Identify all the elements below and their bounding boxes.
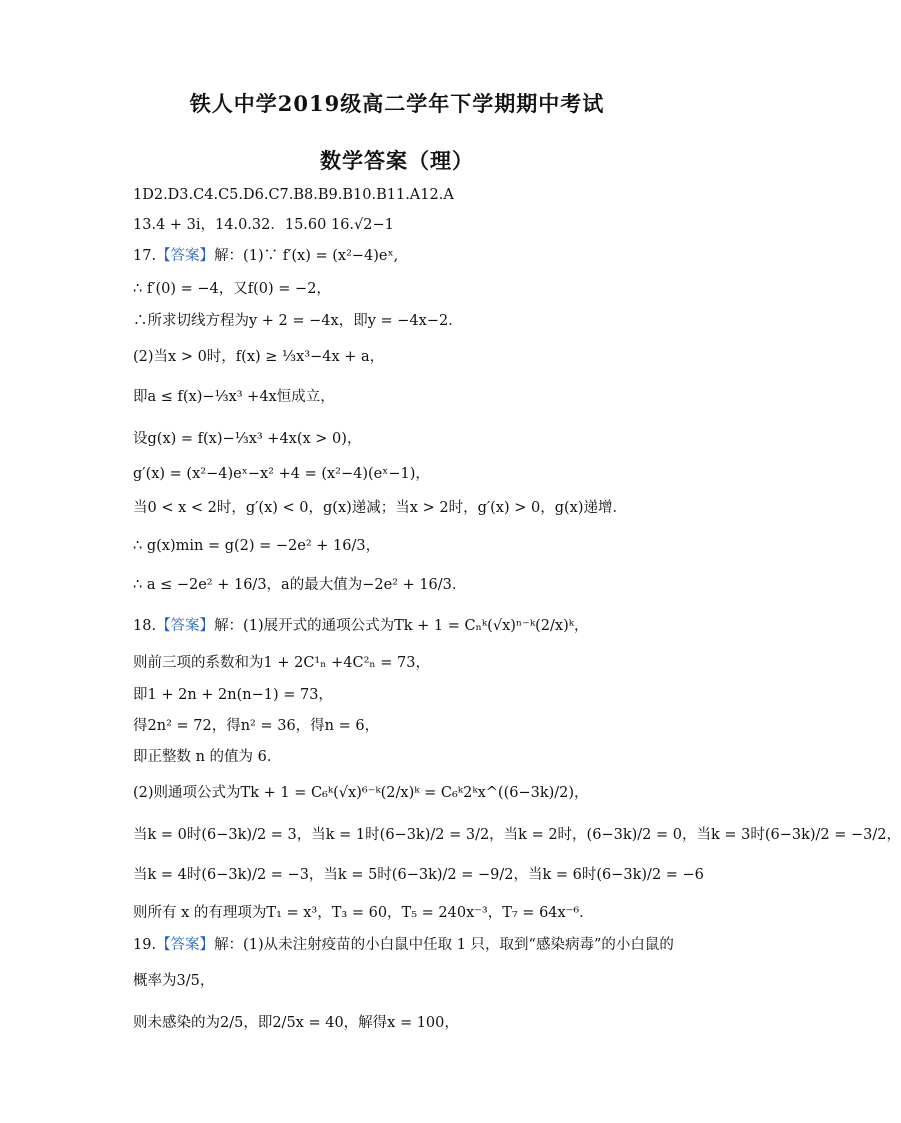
- answer-marker: 【答案】: [156, 248, 215, 264]
- q18-line-1: 18.【答案】解：(1)展开式的通项公式为Tk + 1 = Cₙᵏ(√x)ⁿ⁻ᵏ(2/x)ᵏ，: [133, 618, 589, 634]
- q19-line-3: 则未感染的为2/5，即2/5x = 40，解得x = 100，: [133, 1015, 459, 1031]
- q18-line-8: 当k = 4时(6−3k)/2 = −3，当k = 5时(6−3k)/2 = −9/2，当k = 6时(6−3k)/2 = −6: [133, 867, 704, 883]
- exam-title: 铁人中学2019级高二学年下学期期中考试: [189, 91, 605, 116]
- q18-line-3: 即1 + 2n + 2n(n−1) = 73，: [133, 687, 333, 703]
- q19-line-2: 概率为3/5，: [133, 973, 215, 989]
- q18-line-5: 即正整数 n 的值为 6．: [133, 749, 282, 765]
- q18-line-4: 得2n² = 72，得n² = 36，得n = 6，: [133, 718, 380, 734]
- answer-subtitle: 数学答案（理）: [320, 148, 474, 173]
- q17-line-8: 当0 < x < 2时，g′(x) < 0，g(x)递减；当x > 2时，g′(x) > 0，g(x)递增．: [133, 500, 627, 516]
- q17-line-3: ∴所求切线方程为y + 2 = −4x，即y = −4x−2．: [133, 313, 463, 329]
- q17-line-7: g′(x) = (x²−4)eˣ−x² +4 = (x²−4)(eˣ−1)，: [133, 466, 430, 482]
- answer-marker: 【答案】: [156, 937, 215, 953]
- answer-marker: 【答案】: [156, 618, 215, 634]
- choice-answers: 1D2.D3.C4.C5.D6.C7.B8.B9.B10.B11.A12.A: [133, 187, 454, 203]
- fill-answers: 13.4 + 3i，14.0.32．15.60 16.√2−1: [133, 217, 394, 233]
- q17-line-10: ∴ a ≤ −2e² + 16/3，a的最大值为−2e² + 16/3．: [133, 577, 467, 593]
- q17-line-5: 即a ≤ f(x)−⅓x³ +4x恒成立，: [133, 389, 335, 405]
- q19-line-1: 19.【答案】解：(1)从未注射疫苗的小白鼠中任取 1 只，取到“感染病毒”的小白鼠的: [133, 937, 674, 953]
- q18-line-9: 则所有 x 的有理项为T₁ = x³，T₃ = 60，T₅ = 240x⁻³，T₇ = 64x⁻⁶．: [133, 905, 594, 921]
- q17-line-6: 设g(x) = f(x)−⅓x³ +4x(x > 0)，: [133, 431, 362, 447]
- q17-line-1: 17.【答案】解：(1)∵ f′(x) = (x²−4)eˣ,: [133, 248, 399, 264]
- q17-line-9: ∴ g(x)min = g(2) = −2e² + 16/3，: [133, 538, 381, 554]
- q18-line-6: (2)则通项公式为Tk + 1 = C₆ᵏ(√x)⁶⁻ᵏ(2/x)ᵏ = C₆ᵏ2ᵏx^((6−3k)/2)，: [133, 785, 589, 801]
- q18-line-2: 则前三项的系数和为1 + 2C¹ₙ +4C²ₙ = 73，: [133, 655, 430, 671]
- q17-line-4: (2)当x > 0时，f(x) ≥ ⅓x³−4x + a，: [133, 349, 385, 365]
- q18-line-7: 当k = 0时(6−3k)/2 = 3，当k = 1时(6−3k)/2 = 3/2，当k = 2时，(6−3k)/2 = 0，当k = 3时(6−3k)/2 = −3/2，: [133, 827, 901, 843]
- q17-line-2: ∴ f′(0) = −4，又f(0) = −2，: [133, 281, 331, 297]
